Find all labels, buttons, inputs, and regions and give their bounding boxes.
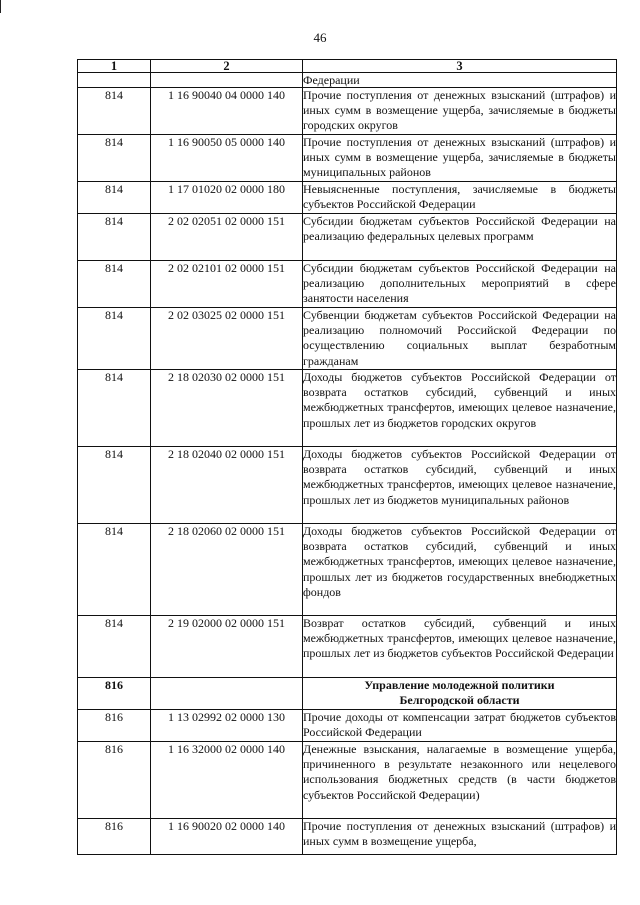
- revenue-description: Доходы бюджетов субъектов Российской Федерации от возврата остатков субсидий, субвенций и иных межбюджетных трансфертов, имеющих целевое назначение, прошлых лет из бюджетов городских округов: [303, 370, 617, 447]
- section-admin-code: 816: [78, 678, 151, 710]
- table-row: [78, 214, 617, 261]
- admin-code: 816: [78, 819, 151, 855]
- revenue-description: Невыясненные поступления, зачисляемые в бюджеты субъектов Российской Федерации: [303, 182, 617, 214]
- revenue-description: Субсидии бюджетам субъектов Российской Федерации на реализацию федеральных целевых программ: [303, 214, 617, 261]
- admin-code: 814: [78, 616, 151, 678]
- admin-code: 814: [78, 370, 151, 447]
- continuation-row: [78, 73, 617, 88]
- budget-code: 1 16 90050 05 0000 140: [151, 135, 303, 182]
- table-row: [78, 819, 617, 855]
- admin-code: 816: [78, 710, 151, 742]
- table-row: [78, 742, 617, 819]
- column-header: 3: [303, 60, 617, 73]
- admin-code: 814: [78, 182, 151, 214]
- budget-code: 2 18 02060 02 0000 151: [151, 524, 303, 616]
- budget-code: 2 02 02051 02 0000 151: [151, 214, 303, 261]
- budget-code: 1 16 32000 02 0000 140: [151, 742, 303, 819]
- budget-code: 1 13 02992 02 0000 130: [151, 710, 303, 742]
- budget-code: 2 18 02040 02 0000 151: [151, 447, 303, 524]
- admin-code: 814: [78, 261, 151, 308]
- budget-code: 1 17 01020 02 0000 180: [151, 182, 303, 214]
- revenue-description: Субвенции бюджетам субъектов Российской Федерации на реализацию полномочий Российской Федерации по осуществлению социальных выплат безработным гражданам: [303, 308, 616, 368]
- section-header-row: [78, 678, 617, 710]
- budget-code: 2 02 02101 02 0000 151: [151, 261, 303, 308]
- budget-code: 2 02 03025 02 0000 151: [151, 308, 303, 370]
- revenue-description: Субсидии бюджетам субъектов Российской Федерации на реализацию дополнительных мероприятий в сфере занятости населения: [303, 261, 617, 308]
- empty-cell: [151, 678, 303, 710]
- admin-code: 814: [78, 447, 151, 524]
- table-row: [78, 88, 617, 135]
- scan-edge-mark: [0, 0, 1, 13]
- column-header: 1: [78, 60, 151, 73]
- revenue-description: Прочие поступления от денежных взысканий (штрафов) и иных сумм в возмещение ущерба,: [303, 819, 617, 855]
- budget-code: 2 19 02000 02 0000 151: [151, 616, 303, 678]
- section-title: [303, 678, 617, 710]
- table-row: [78, 308, 617, 370]
- page-number: 46: [313, 30, 327, 45]
- section-title-line: Управление молодежной политики: [364, 678, 555, 692]
- empty-cell: [151, 73, 303, 88]
- revenue-description: Доходы бюджетов субъектов Российской Федерации от возврата остатков субсидий, субвенций и иных межбюджетных трансфертов, имеющих целевое назначение, прошлых лет из бюджетов муниципальных районов: [303, 447, 617, 524]
- revenue-description: Возврат остатков субсидий, субвенций и иных межбюджетных трансфертов, имеющих целевое назначение, прошлых лет из бюджетов субъектов Российской Федерации: [303, 616, 617, 678]
- table-row: [78, 261, 617, 308]
- budget-code: 1 16 90040 04 0000 140: [151, 88, 303, 135]
- header-row: [78, 60, 617, 73]
- revenue-description: Прочие поступления от денежных взысканий (штрафов) и иных сумм в возмещение ущерба, зачисляемые в бюджеты муниципальных районов: [303, 135, 617, 182]
- table-row: [78, 447, 617, 524]
- continuation-text: Федерации: [303, 73, 617, 88]
- admin-code: 814: [78, 88, 151, 135]
- column-header: 2: [151, 60, 303, 73]
- table-row: [78, 710, 617, 742]
- admin-code: 814: [78, 308, 151, 370]
- section-title-line: Белгородской области: [399, 693, 520, 708]
- table-row: [78, 370, 617, 447]
- revenue-description: Прочие доходы от компенсации затрат бюджетов субъектов Российской Федерации: [303, 710, 617, 742]
- admin-code: 816: [78, 742, 151, 819]
- budget-code: 2 18 02030 02 0000 151: [151, 370, 303, 447]
- admin-code: 814: [78, 524, 151, 616]
- table-row: [78, 135, 617, 182]
- table-row: [78, 616, 617, 678]
- empty-cell: [78, 73, 151, 88]
- table-row: [78, 182, 617, 214]
- admin-code: 814: [78, 214, 151, 261]
- revenue-description: Прочие поступления от денежных взысканий (штрафов) и иных сумм в возмещение ущерба, зачисляемые в бюджеты городских округов: [303, 88, 617, 135]
- revenue-description: Доходы бюджетов субъектов Российской Федерации от возврата остатков субсидий, субвенций и иных межбюджетных трансфертов, имеющих целевое назначение, прошлых лет из бюджетов государственных внебюджетных фондов: [303, 524, 617, 616]
- revenue-description: Денежные взыскания, налагаемые в возмещение ущерба, причиненного в результате незаконного или нецелевого использования бюджетных средств (в части бюджетов субъектов Российской Федерации): [303, 742, 617, 819]
- revenue-codes-table: [77, 59, 617, 855]
- budget-code: 1 16 90020 02 0000 140: [151, 819, 303, 855]
- table-row: [78, 524, 617, 616]
- admin-code: 814: [78, 135, 151, 182]
